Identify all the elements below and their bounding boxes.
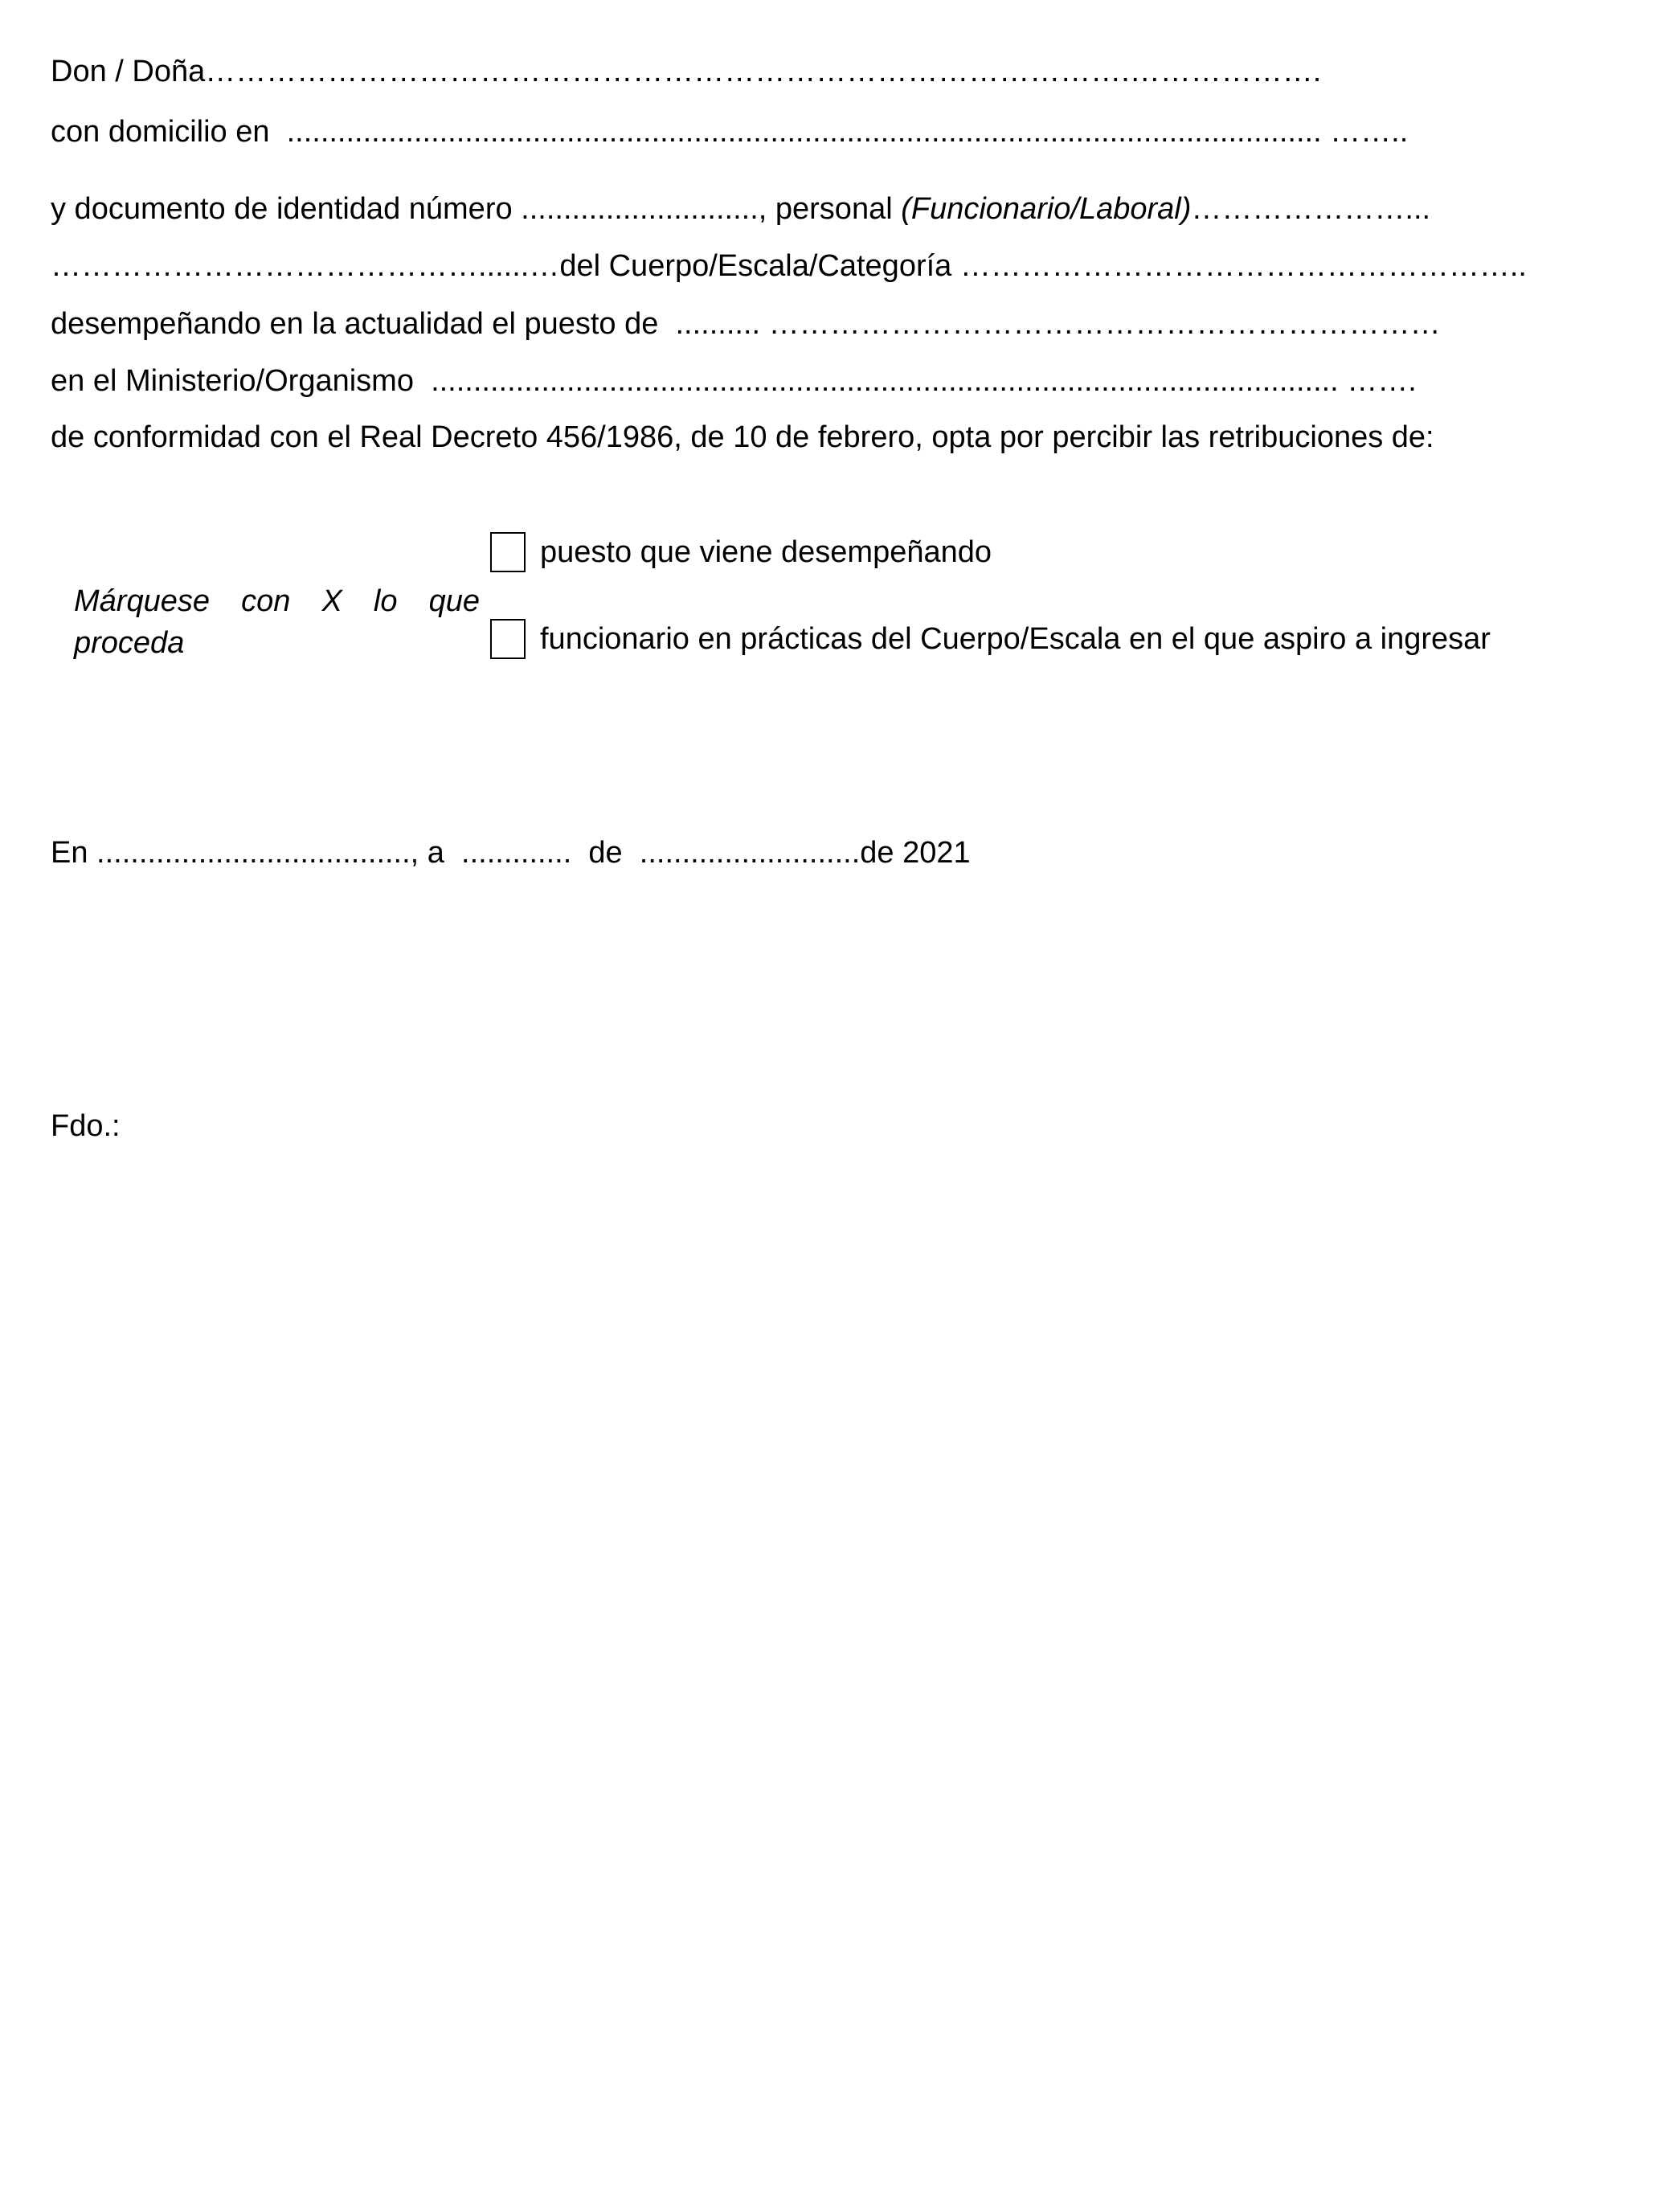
name-field-line: Don / Doña……………………………………………………………………………….………………. bbox=[51, 55, 1322, 88]
current-post-checkbox[interactable] bbox=[490, 532, 526, 572]
signature-label: Fdo.: bbox=[51, 1109, 121, 1143]
personnel-type-text: (Funcionario/Laboral) bbox=[901, 192, 1192, 226]
id-document-field-line bbox=[51, 190, 1430, 227]
ministry-field-line: en el Ministerio/Organismo ........................................................................................................... ……. bbox=[51, 364, 1417, 398]
option-trainee-official bbox=[490, 619, 1491, 659]
place-date-line: En ....................................., a ............. de ..........................de 2021 bbox=[51, 836, 971, 870]
address-field-line: con domicilio en .......................................................................................................................... …….. bbox=[51, 115, 1409, 149]
current-post-field-line: desempeñando en la actualidad el puesto de .......... ………………………………………………………… bbox=[51, 307, 1441, 341]
trainee-official-label: funcionario en prácticas del Cuerpo/Escala en el que aspiro a ingresar bbox=[540, 622, 1491, 656]
trainee-official-checkbox[interactable] bbox=[490, 619, 526, 659]
option-current-post bbox=[490, 532, 992, 572]
current-post-label: puesto que viene desempeñando bbox=[540, 535, 992, 569]
body-scale-field-line: ……………………………………......…del Cuerpo/Escala/Categoría ……………………………………………….. bbox=[51, 249, 1527, 283]
id-document-text: y documento de identidad número ............................, personal bbox=[51, 192, 902, 226]
mark-instruction: Márquese con X lo que proceda bbox=[74, 584, 480, 660]
personnel-type-dots: …………………... bbox=[1191, 192, 1431, 226]
decree-statement: de conformidad con el Real Decreto 456/1986, de 10 de febrero, opta por percibir las retribuciones de: bbox=[51, 420, 1434, 454]
